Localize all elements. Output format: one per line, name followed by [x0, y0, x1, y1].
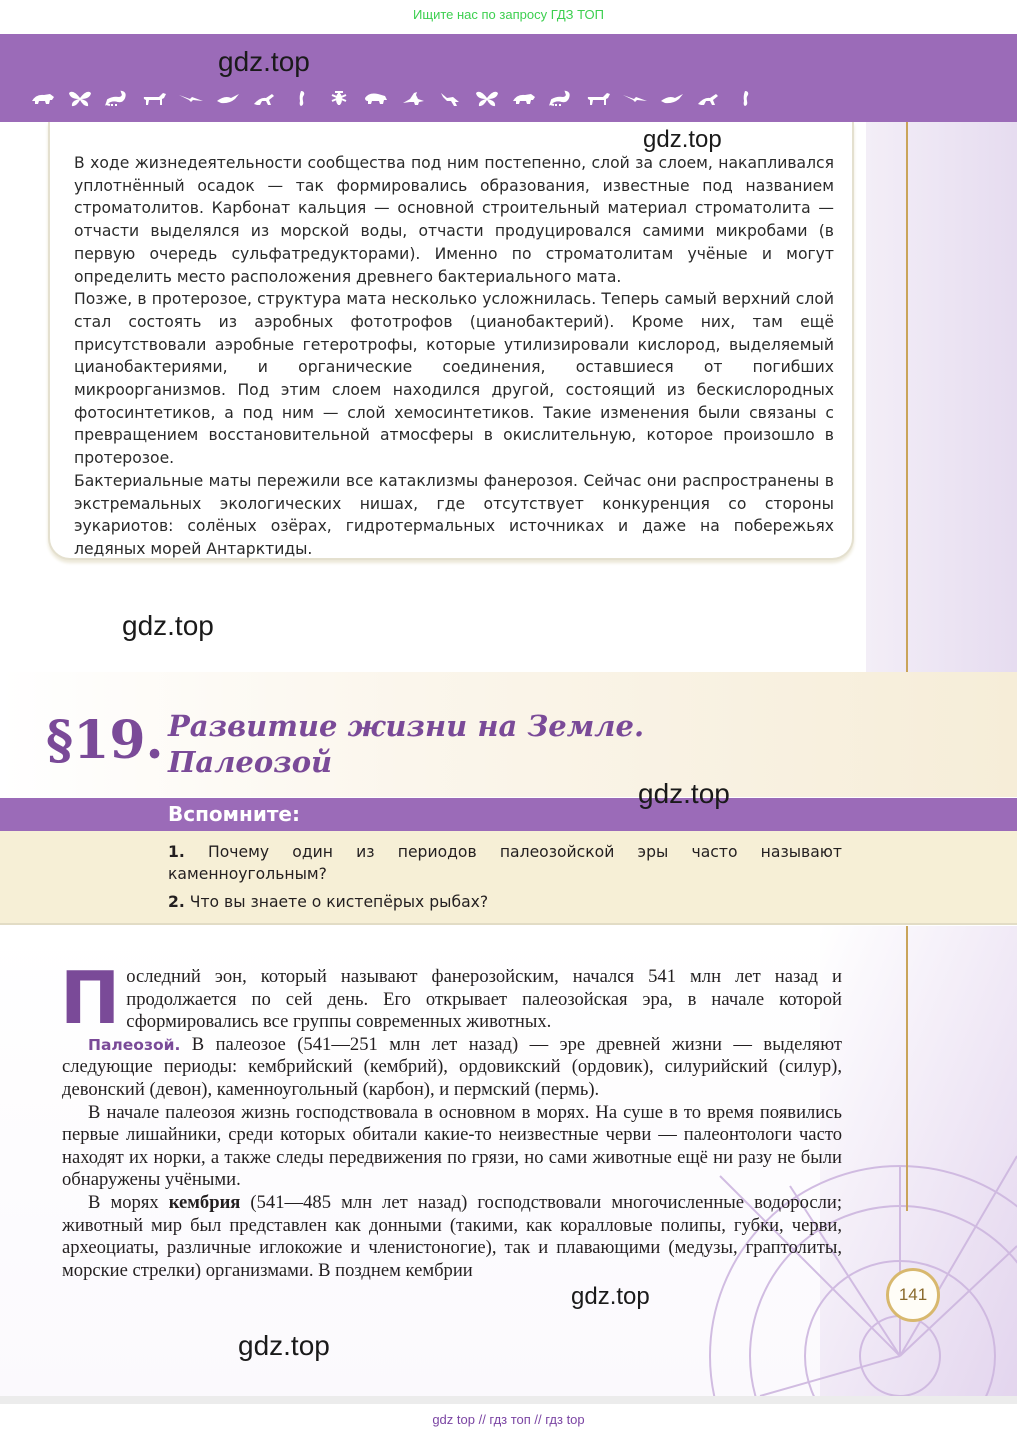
- side-margin: [866, 122, 1017, 682]
- rhino-icon: [24, 86, 61, 110]
- body-paragraph-3: В начале палеозоя жизнь господствовала в основном в морях. На суше в то время появились первые лишайники, среди которых обитали какие-то неизвестные черви — палеонтологи часто находят их норки, а также следы передвижения по грязи, но сами животные ещё ни разу не были обнаружены учёными.: [62, 1101, 842, 1191]
- horse-icon: [135, 86, 172, 110]
- top-notice-bar: [0, 0, 1017, 34]
- pterosaur-icon: [172, 86, 209, 110]
- recall-box: [0, 831, 1017, 925]
- page-number: 141: [886, 1268, 940, 1322]
- horse-icon: [579, 86, 616, 110]
- watermark-6: gdz.top: [238, 1330, 330, 1361]
- top-notice: Ищите нас по запросу ГДЗ ТОП: [413, 7, 604, 22]
- recall-header: [0, 798, 1017, 831]
- main-text: [60, 956, 842, 1282]
- body-paragraph-2-text: В палеозое (541—251 млн лет назад) — эре древней жизни — выделяют следующие периоды: кембрийский (кембрий), ордовикский (ордовик), силурийский (силур), девонский (девон), каменноугольный (карбон), и пермский (пермь).: [62, 1033, 842, 1100]
- section-title-line-1: Развитие жизни на Земле.: [168, 709, 645, 743]
- rhino-icon: [505, 86, 542, 110]
- question-2-number: 2.: [168, 893, 185, 911]
- recall-question-1: [168, 841, 842, 885]
- info-paragraph-2: Позже, в протерозое, структура мата несколько усложнилась. Теперь самый верхний слой стал состоять из аэробных фототрофов (цианобактерий). Кроме них, там ещё присутствовали аэробные гетеротрофы, которые утилизировали кислород, выделяемый цианобактериями, и органические соединения, оставшиеся от погибших микроорганизмов. Под этим слоем находился другой, состоящий из бескислородных фотосинтетиков, а под ним — слой хемосинтетиков. Такие изменения были связаны с превращением восстановительной атмосферы в окислительную, которое произошло в протерозое.: [74, 290, 834, 468]
- term-cambrian: кембрия: [168, 1191, 241, 1213]
- scorpion-icon: [542, 86, 579, 110]
- body-paragraph-1: [60, 956, 842, 1040]
- insect-icon: [320, 86, 357, 110]
- info-box: [48, 122, 854, 560]
- bison-icon: [357, 86, 394, 110]
- seahorse-icon: [727, 86, 764, 110]
- lizard-icon: [690, 86, 727, 110]
- body-paragraph-2: [62, 1034, 842, 1102]
- watermark-1: gdz.top: [218, 46, 310, 77]
- question-2-text: Что вы знаете о кистепёрых рыбах?: [189, 893, 489, 911]
- info-paragraph-1: В ходе жизнедеятельности сообщества под ним постепенно, слой за слоем, накапливался уплотнённый осадок — так формировались образования, известные под названием строматолитов. Карбонат кальция — основной строительный материал строматолита — отчасти выделялся из морской воды, отчасти продуцировался самими микробами (в первую очередь сульфатредукторами). Именно по строматолитам учёные и могут определить место расположения древнего бактериального мата.: [74, 154, 834, 286]
- lizard-icon: [246, 86, 283, 110]
- body-paragraph-4-lead: В морях: [88, 1191, 169, 1213]
- watermark-4: gdz.top: [638, 778, 730, 809]
- scorpion-icon: [98, 86, 135, 110]
- question-1-number: 1.: [168, 843, 185, 861]
- term-paleozoic: Палеозой.: [88, 1035, 181, 1054]
- watermark-2: gdz.top: [643, 126, 722, 153]
- butterfly-icon: [468, 86, 505, 110]
- recall-label: Вспомните:: [168, 802, 300, 826]
- section-title: [168, 708, 644, 780]
- header-banner: [0, 34, 1017, 122]
- section-number: §19.: [46, 710, 164, 771]
- body-paragraph-4-text: (541—485 млн лет назад) господствовали многочисленные водоросли; животный мир был представлен как донными (такими, как коралловые полипы, губки, черви, археоциаты, различные иглокожие и членистоногие), так и плавающими (медузы, граптолиты, морские стрелки) организмами. В позднем кембрии: [62, 1191, 842, 1281]
- animal-strip: [0, 86, 1017, 110]
- footer-band: [0, 1396, 1017, 1404]
- butterfly-icon: [61, 86, 98, 110]
- dinosaur-icon: [394, 86, 431, 110]
- info-box-text: [74, 152, 834, 561]
- body-paragraph-1-text: оследний эон, который называют фанерозойским, начался 541 млн лет назад и продолжается по сей день. Его открывает палеозойская эра, в начале которой сформировались все группы современных животных.: [126, 966, 842, 1033]
- pterosaur-icon: [616, 86, 653, 110]
- bird-icon: [653, 86, 690, 110]
- drop-cap: П: [60, 956, 121, 1040]
- recall-question-2: [168, 891, 842, 913]
- footer-links[interactable]: gdz top // гдз топ // гдз top: [432, 1412, 585, 1427]
- watermark-3: gdz.top: [122, 610, 214, 641]
- body-paragraph-4: [62, 1192, 842, 1282]
- section-title-line-2: Палеозой: [168, 745, 333, 779]
- question-1-text: Почему один из периодов палеозойской эры часто называют каменноугольным?: [168, 843, 842, 883]
- margin-rule-upper: [906, 122, 908, 674]
- info-paragraph-3: Бактериальные маты пережили все катаклизмы фанерозоя. Сейчас они распространены в экстремальных экологических нишах, где отсутствует конкуренция со стороны эукариотов: солёных озёрах, гидротермальных источниках и даже на побережьях ледяных морей Антарктиды.: [74, 471, 834, 558]
- seahorse-icon: [283, 86, 320, 110]
- watermark-5: gdz.top: [571, 1283, 650, 1310]
- bird-icon: [209, 86, 246, 110]
- margin-rule-lower: [906, 926, 908, 1211]
- raptor-icon: [431, 86, 468, 110]
